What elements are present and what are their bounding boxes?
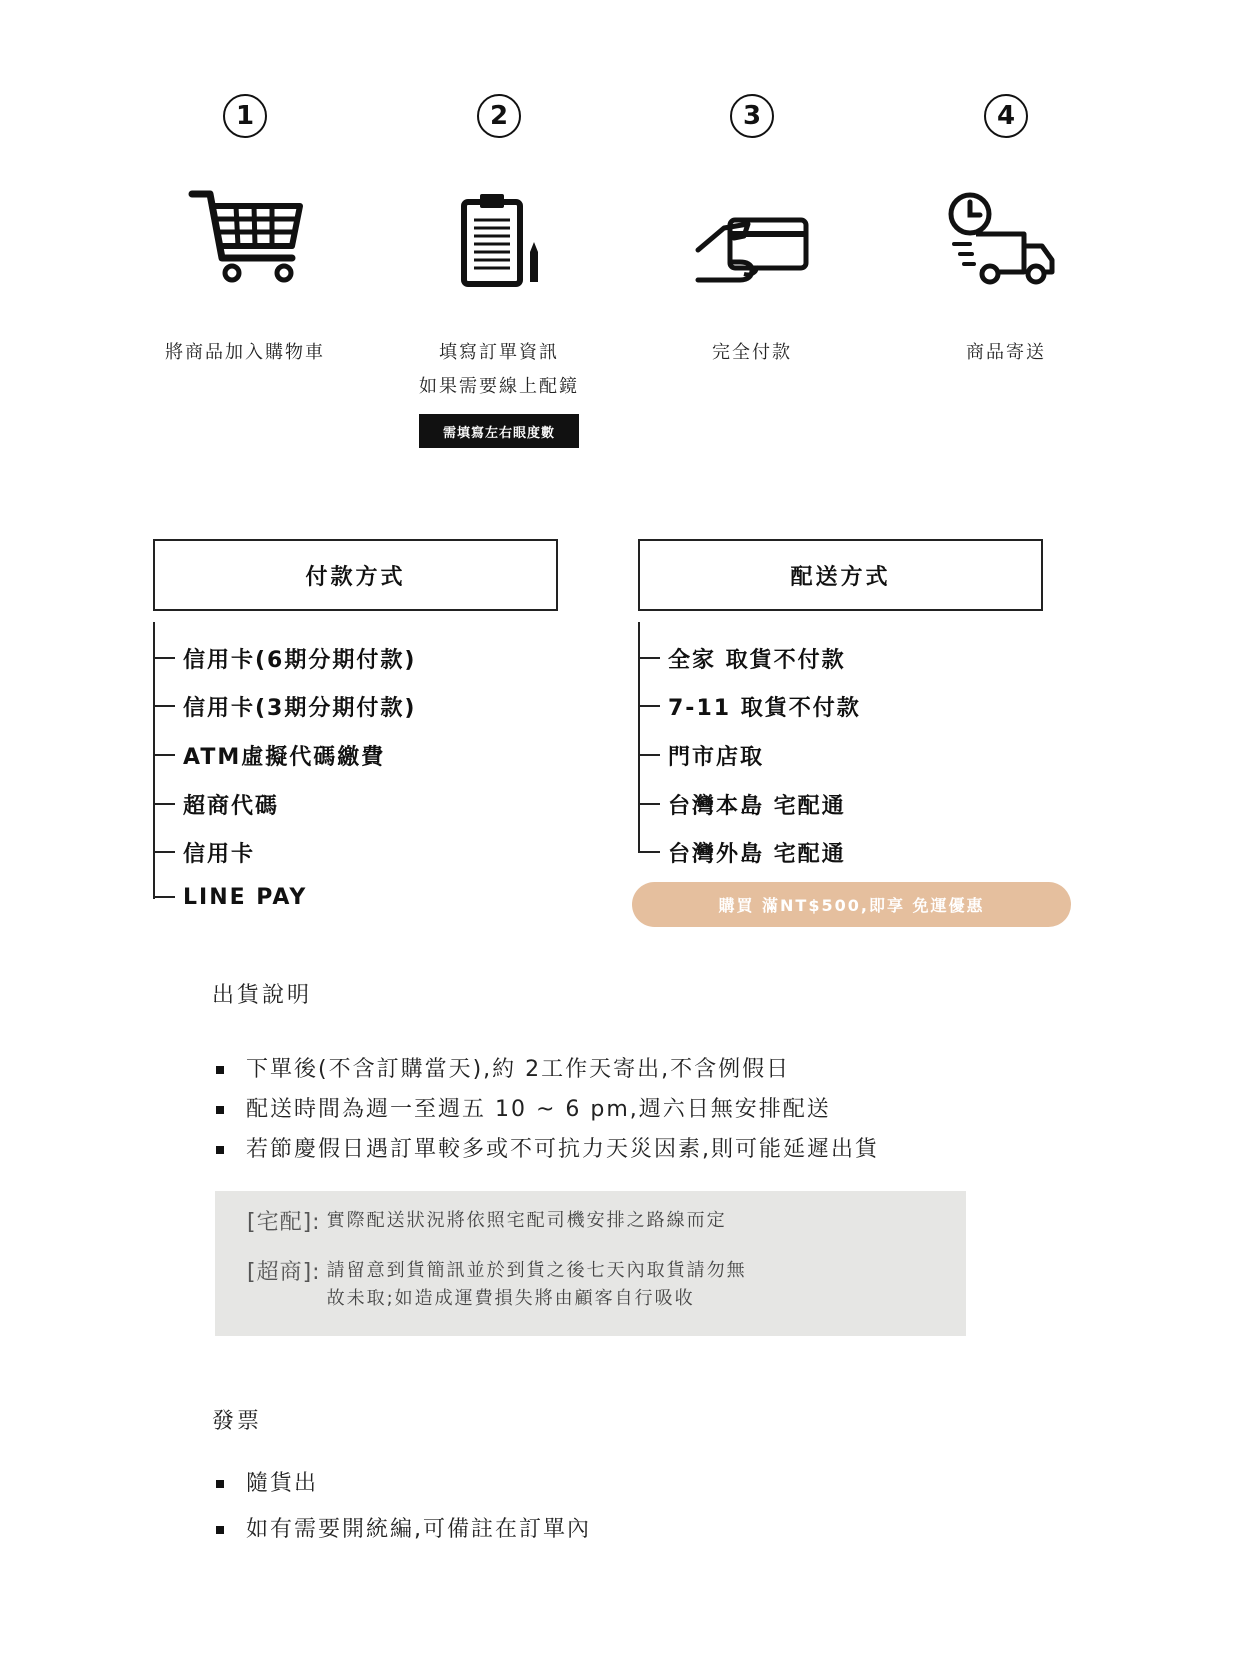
shipment-notes-list — [216, 1050, 879, 1170]
invoice-title: 發票 — [212, 1409, 263, 1434]
list-item: 下單後(不含訂購當天),約 2工作天寄出,不含例假日 — [216, 1050, 879, 1090]
payment-methods-title: 付款方式 — [153, 539, 558, 611]
step-4-label: 商品寄送 — [966, 342, 1046, 363]
shopping-cart-icon — [188, 186, 308, 286]
shipping-item: 全家 取貨不付款 — [638, 643, 846, 673]
shipping-methods-list — [638, 622, 1058, 872]
step-2-number: 2 — [477, 94, 521, 138]
list-item: 隨貨出 — [216, 1464, 591, 1510]
shipping-item: 7-11 取貨不付款 — [638, 691, 861, 721]
payment-item: LINE PAY — [153, 882, 307, 912]
delivery-truck-icon — [946, 190, 1066, 290]
payment-item: 信用卡 — [153, 837, 255, 867]
payment-methods-list — [153, 622, 573, 922]
delivery-note-box — [215, 1191, 966, 1336]
shipping-item: 台灣本島 宅配通 — [638, 789, 846, 819]
clipboard-icon — [460, 190, 550, 290]
free-shipping-promo: 購買 滿NT$500,即享 免運優惠 — [632, 882, 1071, 927]
credit-card-payment-icon — [694, 210, 814, 290]
step-1-label: 將商品加入購物車 — [165, 342, 325, 363]
shipping-item: 台灣外島 宅配通 — [638, 837, 846, 867]
payment-item: 信用卡(6期分期付款) — [153, 643, 416, 673]
step-4-number: 4 — [984, 94, 1028, 138]
shipping-item: 門市店取 — [638, 740, 764, 770]
step-3-number: 3 — [730, 94, 774, 138]
shipment-notes-title: 出貨說明 — [212, 983, 313, 1008]
payment-item: ATM虛擬代碼繳費 — [153, 740, 385, 770]
step-3-label: 完全付款 — [712, 342, 792, 363]
list-item: 若節慶假日遇訂單較多或不可抗力天災因素,則可能延遲出貨 — [216, 1130, 879, 1170]
eye-prescription-tag: 需填寫左右眼度數 — [419, 414, 579, 448]
invoice-list — [216, 1464, 591, 1550]
step-1-number: 1 — [223, 94, 267, 138]
home-delivery-note: [宅配]: 實際配送狀況將依照宅配司機安排之路線而定 — [247, 1210, 727, 1235]
list-item: 配送時間為週一至週五 10 ~ 6 pm,週六日無安排配送 — [216, 1090, 879, 1130]
step-2-label: 填寫訂單資訊 如果需要線上配鏡 — [419, 342, 579, 397]
shipping-methods-title: 配送方式 — [638, 539, 1043, 611]
convenience-store-note: [超商]: 請留意到貨簡訊並於到貨之後七天內取貨請勿無 故未取;如造成運費損失將由顧客自行吸收 — [247, 1260, 747, 1309]
payment-item: 信用卡(3期分期付款) — [153, 691, 416, 721]
list-item: 如有需要開統編,可備註在訂單內 — [216, 1510, 591, 1550]
payment-item: 超商代碼 — [153, 789, 279, 819]
